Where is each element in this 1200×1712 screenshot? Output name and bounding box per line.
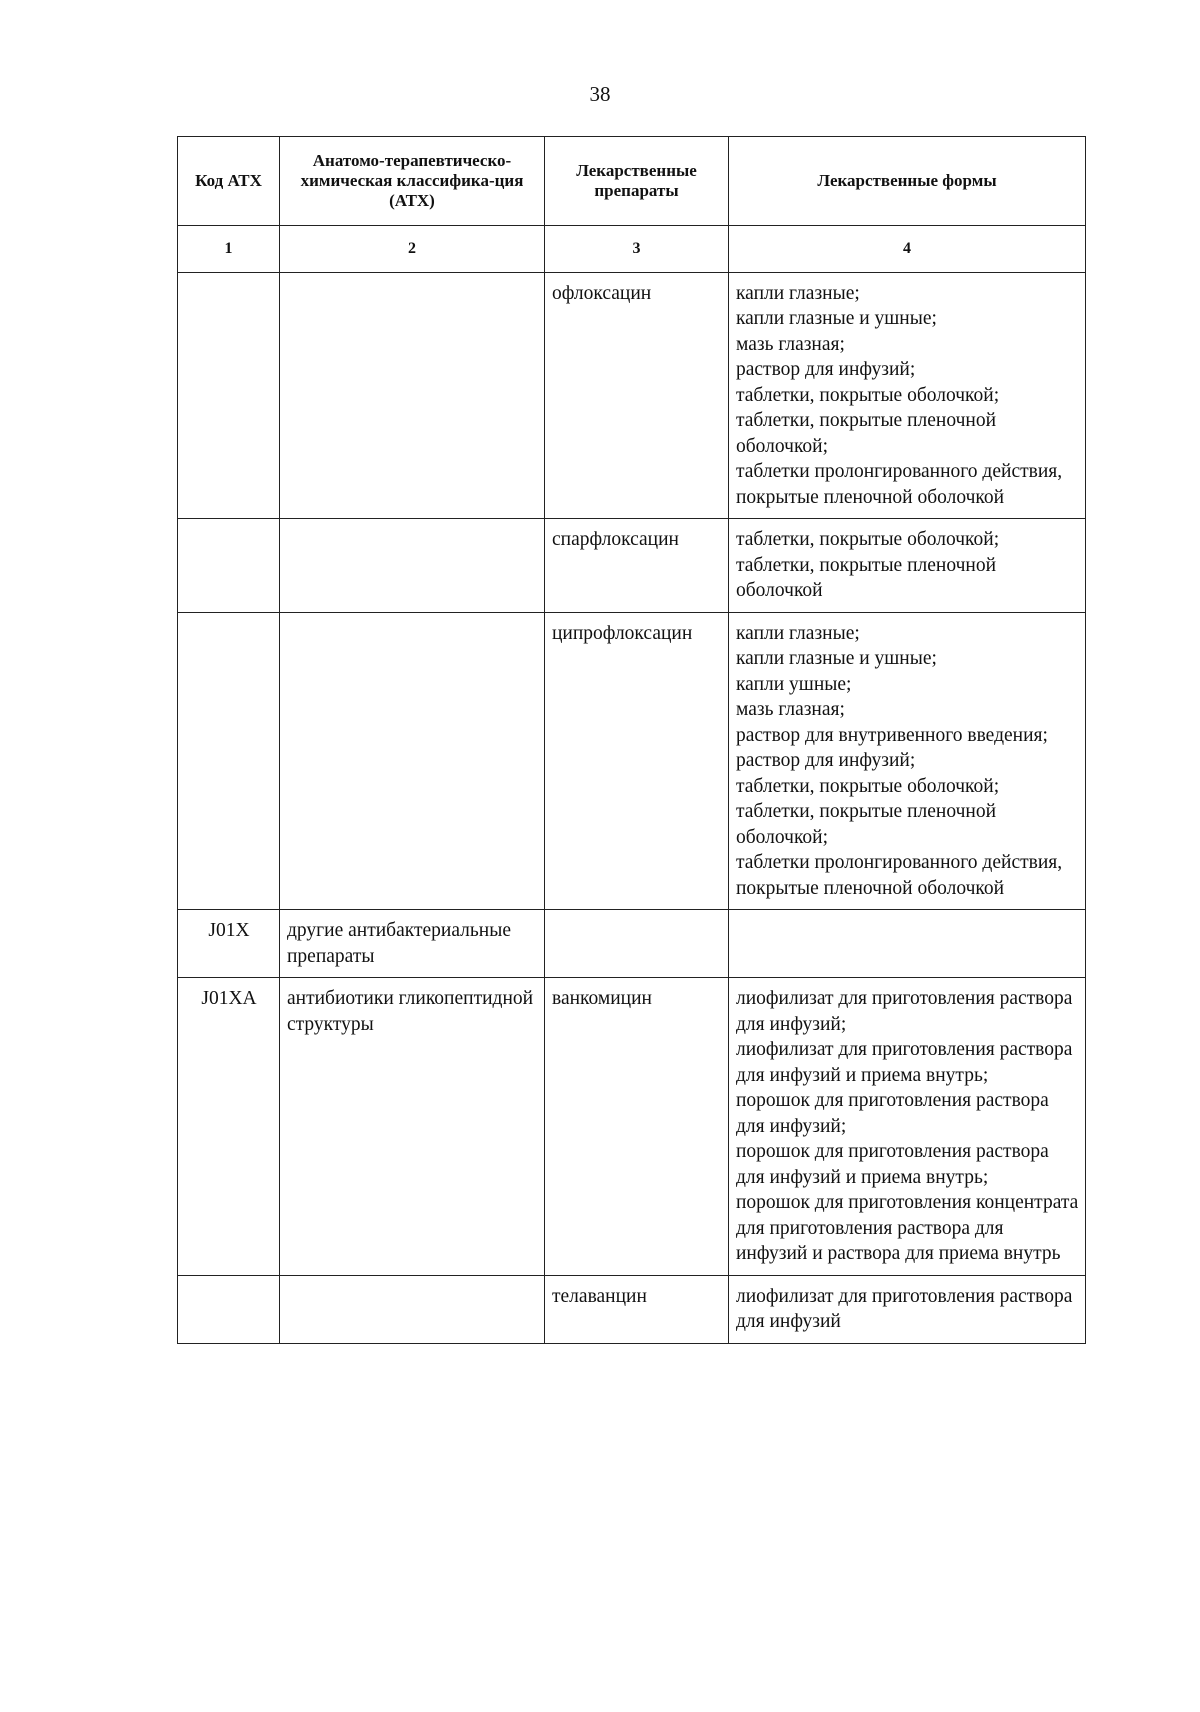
dosage-form-item: лиофилизат для приготовления раствора для инфузий; bbox=[736, 988, 1073, 1035]
drug-name-cell: ванкомицин bbox=[545, 978, 729, 1276]
atx-classification-cell bbox=[280, 1275, 545, 1343]
dosage-forms-cell bbox=[729, 519, 1086, 613]
dosage-form-item: таблетки, покрытые пленочной оболочкой bbox=[736, 554, 997, 601]
atx-classification-cell bbox=[280, 612, 545, 910]
atx-classification-cell bbox=[280, 519, 545, 613]
table-row bbox=[178, 272, 1086, 519]
table-row bbox=[178, 612, 1086, 910]
atx-code-cell bbox=[178, 519, 280, 613]
atx-table bbox=[177, 136, 1086, 1344]
dosage-form-item: капли глазные; bbox=[736, 282, 860, 304]
atx-code-cell bbox=[178, 1275, 280, 1343]
dosage-form-item: покрытые пленочной оболочкой bbox=[736, 486, 1005, 508]
dosage-forms-cell bbox=[729, 910, 1086, 978]
atx-classification-cell: антибиотики гликопептидной структуры bbox=[280, 978, 545, 1276]
header-atx-classification: Анатомо-терапевтическо-химическая классифика-ция (АТХ) bbox=[280, 137, 545, 226]
dosage-form-item: таблетки, покрытые оболочкой; bbox=[736, 529, 1000, 550]
column-number: 3 bbox=[545, 226, 729, 273]
table-row bbox=[178, 910, 1086, 978]
drug-name-cell bbox=[545, 910, 729, 978]
dosage-form-item: порошок для приготовления раствора для инфузий и приема внутрь; bbox=[736, 1141, 1049, 1188]
dosage-form-item: порошок для приготовления раствора для инфузий; bbox=[736, 1090, 1049, 1137]
dosage-form-item: лиофилизат для приготовления раствора для инфузий bbox=[736, 1285, 1073, 1332]
header-atx-code: Код АТХ bbox=[178, 137, 280, 226]
dosage-form-item: капли глазные и ушные; bbox=[736, 308, 937, 329]
drug-name-cell: ципрофлоксацин bbox=[545, 612, 729, 910]
dosage-form-item: таблетки, покрытые оболочкой; bbox=[736, 775, 1000, 797]
dosage-form-item: таблетки, покрытые пленочной оболочкой; bbox=[736, 801, 997, 848]
dosage-form-item: мазь глазная; bbox=[736, 699, 845, 720]
dosage-form-item: таблетки пролонгированного действия, покрытые пленочной оболочкой bbox=[736, 852, 1063, 899]
dosage-form-item: таблетки, покрытые пленочной оболочкой; bbox=[736, 410, 997, 457]
drug-name-cell: офлоксацин bbox=[545, 272, 729, 519]
table-row bbox=[178, 519, 1086, 613]
dosage-form-item: капли глазные; bbox=[736, 622, 860, 644]
column-number: 4 bbox=[729, 226, 1086, 273]
atx-code-cell: J01XA bbox=[178, 978, 280, 1276]
table-header-row bbox=[178, 137, 1086, 226]
atx-code-cell bbox=[178, 612, 280, 910]
header-dosage-forms: Лекарственные формы bbox=[729, 137, 1086, 226]
atx-code-cell bbox=[178, 272, 280, 519]
table-row bbox=[178, 978, 1086, 1276]
dosage-form-item: порошок для приготовления концентрата для приготовления раствора для инфузий и раствора для приема внутрь bbox=[736, 1192, 1079, 1264]
column-number-row bbox=[178, 226, 1086, 273]
dosage-form-item: раствор для инфузий; bbox=[736, 750, 916, 771]
header-drugs: Лекарственные препараты bbox=[545, 137, 729, 226]
dosage-forms-cell bbox=[729, 272, 1086, 519]
dosage-form-item: мазь глазная; bbox=[736, 333, 845, 355]
dosage-forms-cell bbox=[729, 978, 1086, 1276]
dosage-form-item: лиофилизат для приготовления раствора для инфузий и приема внутрь; bbox=[736, 1039, 1073, 1086]
dosage-form-item: раствор для внутривенного введения; bbox=[736, 724, 1048, 746]
table-row bbox=[178, 1275, 1086, 1343]
drug-name-cell: телаванцин bbox=[545, 1275, 729, 1343]
dosage-form-item: таблетки пролонгированного действия, bbox=[736, 461, 1063, 482]
dosage-form-item: капли глазные и ушные; bbox=[736, 648, 937, 669]
dosage-form-item: раствор для инфузий; bbox=[736, 359, 916, 380]
atx-classification-cell: другие антибактериальные препараты bbox=[280, 910, 545, 978]
atx-code-cell: J01X bbox=[178, 910, 280, 978]
dosage-form-item: таблетки, покрытые оболочкой; bbox=[736, 384, 1000, 406]
column-number: 1 bbox=[178, 226, 280, 273]
drug-name-cell: спарфлоксацин bbox=[545, 519, 729, 613]
dosage-forms-cell bbox=[729, 1275, 1086, 1343]
dosage-forms-cell bbox=[729, 612, 1086, 910]
atx-classification-cell bbox=[280, 272, 545, 519]
column-number: 2 bbox=[280, 226, 545, 273]
page-number: 38 bbox=[589, 82, 611, 106]
dosage-form-item: капли ушные; bbox=[736, 673, 852, 695]
